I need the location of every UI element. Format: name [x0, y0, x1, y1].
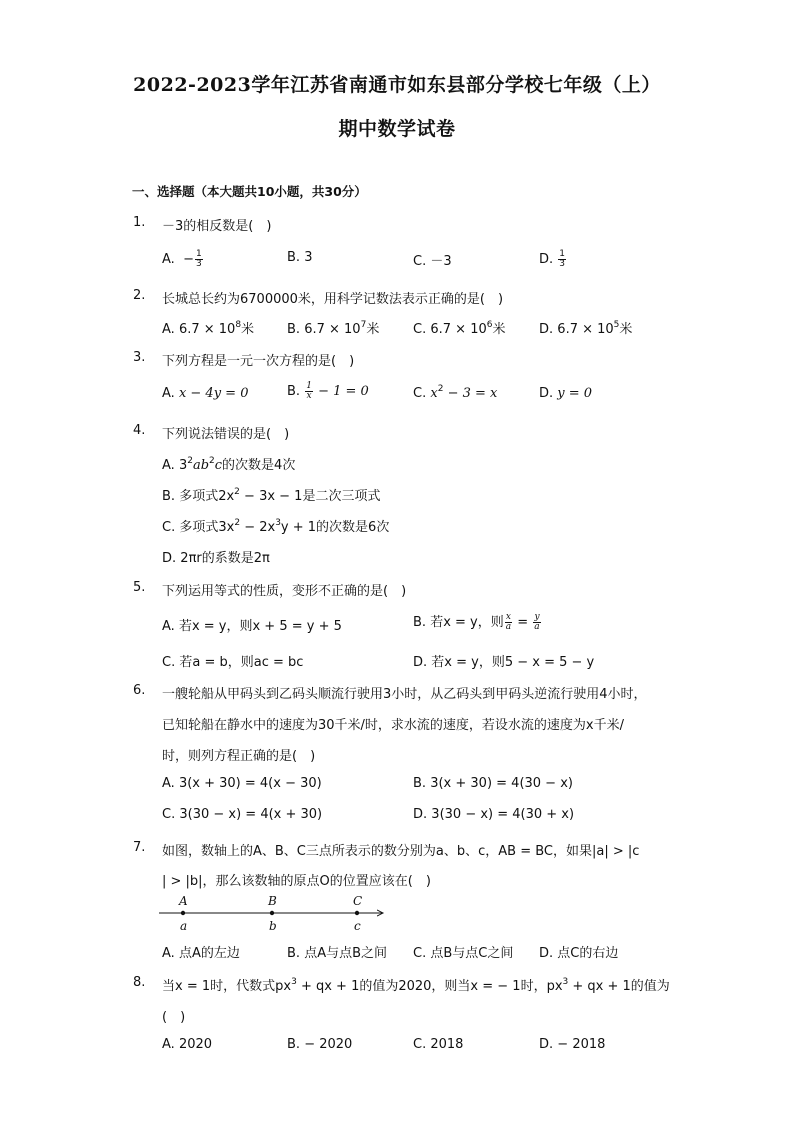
option-b: B. 点A与点B之间 — [287, 946, 388, 961]
question-text: 下列运用等式的性质，变形不正确的是( ) — [162, 584, 407, 599]
exam-title-line2: 期中数学试卷 — [338, 118, 456, 140]
option-c: C. $x^2 - 3 = x$ — [413, 384, 498, 401]
option-c: C. －3 — [413, 254, 452, 269]
number-line-figure — [155, 890, 395, 936]
option-c: C. 3(30 − x) = 4(x + 30) — [162, 807, 323, 822]
option-d: D. $\frac{1}{3}$ — [539, 249, 566, 269]
question-text: 下列说法错误的是( ) — [162, 427, 290, 442]
question-text: －3的相反数是( ) — [162, 219, 272, 234]
option-b: B. $6.7 \times 10^7$米 — [287, 320, 380, 337]
point-a-dot — [181, 911, 185, 915]
option-a: A. 2020 — [162, 1037, 213, 1052]
option-b: B. 多项式$2x^2 - 3x - 1$是二次三项式 — [162, 487, 381, 504]
option-a: A. 点A的左边 — [162, 946, 240, 961]
point-c-label: C — [353, 894, 363, 908]
question-number: 6. — [133, 683, 146, 698]
option-c: C. 点B与点C之间 — [413, 946, 514, 961]
value-b-label: b — [269, 919, 277, 933]
option-d: D. $6.7 \times 10^5$米 — [539, 320, 633, 337]
option-d: D. 点C的右边 — [539, 946, 619, 961]
option-d: D. 若x = y，则5 − x = 5 − y — [413, 655, 595, 670]
question-text: 长城总长约为6700000米，用科学记数法表示正确的是( ) — [162, 292, 504, 307]
option-b: B. − 2020 — [287, 1037, 353, 1052]
option-a: A. 若x = y，则x + 5 = y + 5 — [162, 619, 342, 634]
question-text: 下列方程是一元一次方程的是( ) — [162, 354, 355, 369]
option-b: B. $\frac{1}{x}$ − 1 = 0 — [287, 381, 369, 401]
question-text-line1: 当x = 1时，代数式$px^3$ + qx + 1的值为2020，则当x = − 1时，$px^3$ + qx + 1的值为 — [162, 977, 670, 994]
question-number: 2. — [133, 288, 146, 303]
exam-title-line1: 2022-2023学年江苏省南通市如东县部分学校七年级（上） — [133, 74, 661, 96]
point-b-label: B — [268, 894, 277, 908]
option-d: D. 2πr的系数是2π — [162, 551, 270, 566]
section-heading: 一、选择题（本大题共10小题，共30分） — [132, 184, 367, 199]
option-c: C. 多项式$3x^2 - 2x^3y + 1$的次数是6次 — [162, 518, 390, 535]
option-a: A. − $\frac{1}{3}$ — [162, 249, 202, 269]
question-text-line1: 如图，数轴上的A、B、C三点所表示的数分别为a、b、c，AB = BC，如果|a| > |c — [162, 844, 640, 859]
question-text-line2: 已知轮船在静水中的速度为30千米/时，求水流的速度，若设水流的速度为x千米/ — [162, 718, 624, 733]
question-number: 5. — [133, 580, 146, 595]
option-c: C. 2018 — [413, 1037, 464, 1052]
value-c-label: c — [354, 919, 361, 933]
point-a-label: A — [179, 894, 188, 908]
option-b: B. 若x = y，则 $\frac{x}{a}$ = $\frac{y}{a}$ — [413, 612, 540, 632]
question-number: 7. — [133, 840, 146, 855]
option-a: A. 3(x + 30) = 4(x − 30) — [162, 776, 322, 791]
question-text-line2: | > |b|，那么该数轴的原点O的位置应该在( ) — [162, 874, 431, 889]
question-number: 1. — [133, 215, 146, 230]
option-d: D. y = 0 — [539, 386, 593, 401]
option-c: C. $6.7 \times 10^6$米 — [413, 320, 506, 337]
option-c: C. 若a = b，则ac = bc — [162, 655, 304, 670]
value-a-label: a — [180, 919, 188, 933]
point-b-dot — [270, 911, 274, 915]
question-text-line1: 一艘轮船从甲码头到乙码头顺流行驶用3小时，从乙码头到甲码头逆流行驶用4小时， — [162, 687, 647, 702]
option-d: D. 3(30 − x) = 4(30 + x) — [413, 807, 575, 822]
question-text-line2: ( ) — [162, 1010, 186, 1025]
option-b: B. 3(x + 30) = 4(30 − x) — [413, 776, 573, 791]
question-number: 3. — [133, 350, 146, 365]
option-a: A. $3^2ab^2c$的次数是4次 — [162, 456, 296, 473]
question-number: 8. — [133, 975, 146, 990]
option-b: B. 3 — [287, 250, 313, 265]
option-d: D. − 2018 — [539, 1037, 606, 1052]
option-a: A. $6.7 \times 10^8$米 — [162, 320, 255, 337]
question-text-line3: 时，则列方程正确的是( ) — [162, 749, 316, 764]
point-c-dot — [355, 911, 359, 915]
option-a: A. x − 4y = 0 — [162, 386, 249, 401]
question-number: 4. — [133, 423, 146, 438]
